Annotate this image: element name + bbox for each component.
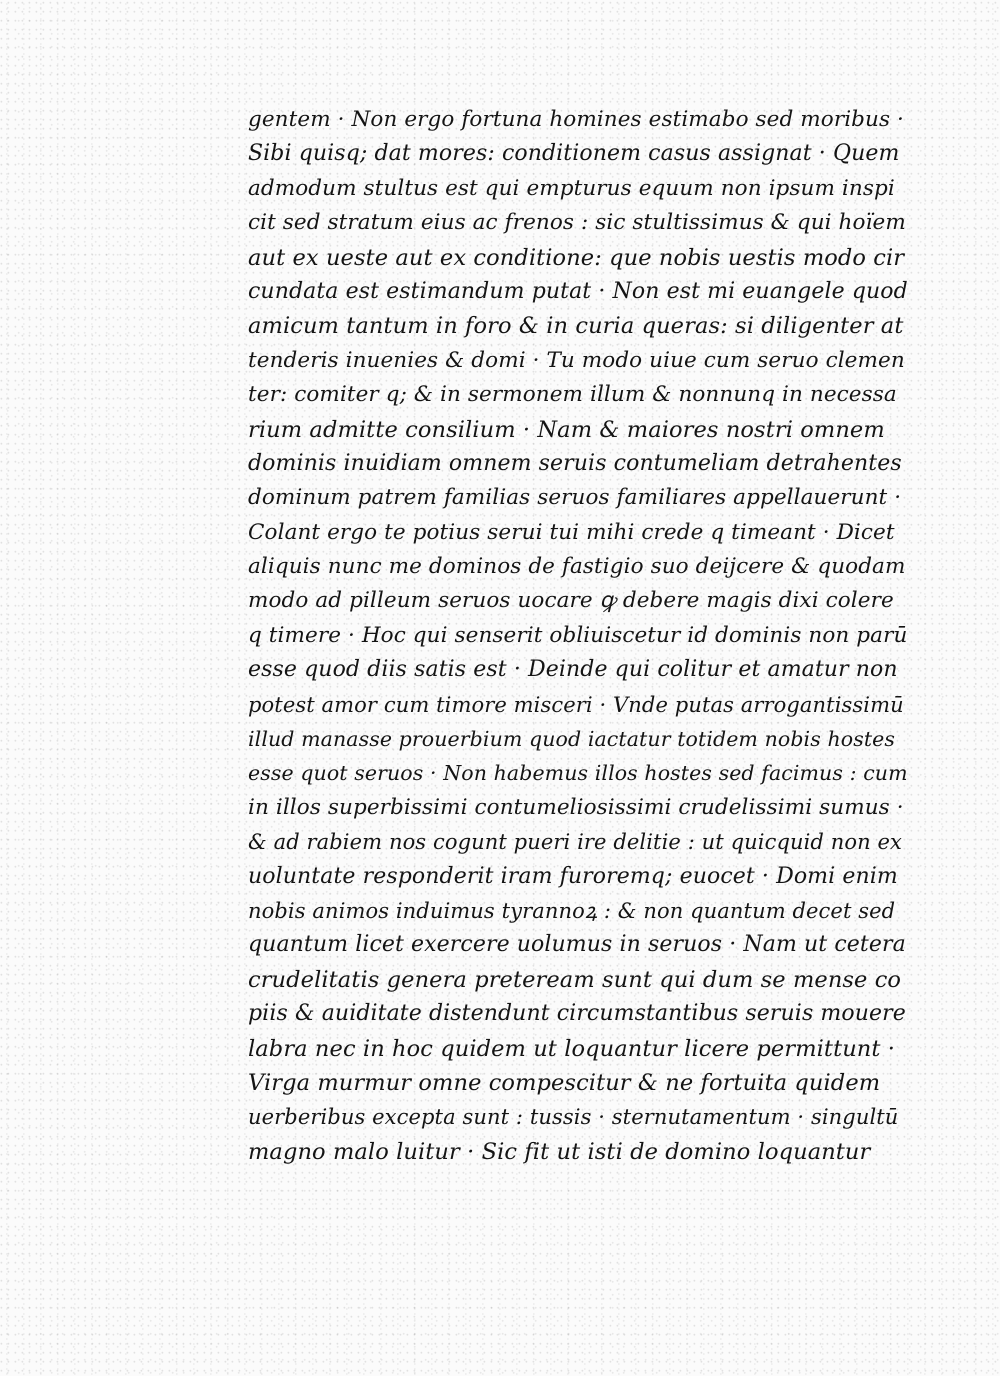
manuscript-line: amicum tantum in foro & in curia queras: si diligenter at — [248, 313, 904, 340]
manuscript-line: piis & auiditate distendunt circumstantibus seruis mouere — [248, 1001, 906, 1027]
manuscript-line: Sibi quisq; dat mores: conditionem casus assignat · Quem — [248, 141, 900, 167]
manuscript-line: tenderis inuenies & domi · Tu modo uiue cum seruo clemen — [248, 347, 905, 373]
manuscript-line: dominum patrem familias seruos familiares appellauerunt · — [248, 485, 902, 511]
manuscript-line: gentem · Non ergo fortuna homines estimabo sed moribus · — [248, 107, 904, 132]
manuscript-line: potest amor cum timore misceri · Vnde putas arrogantissimū — [248, 692, 904, 717]
manuscript-line: esse quot seruos · Non habemus illos hostes sed facimus : cum — [248, 761, 908, 786]
manuscript-line: Colant ergo te potius serui tui mihi crede q timeant · Dicet — [248, 519, 895, 545]
manuscript-line: Virga murmur omne compescitur & ne fortuita quidem — [248, 1069, 881, 1096]
manuscript-line: rium admitte consilium · Nam & maiores nostri omnem — [248, 416, 885, 443]
manuscript-line: labra nec in hoc quidem ut loquantur licere permittunt · — [248, 1035, 896, 1062]
manuscript-line: uoluntate responderit iram furoremq; euocet · Domi enim — [248, 863, 898, 889]
manuscript-line: magno malo luitur · Sic fit ut isti de domino loquantur — [248, 1138, 871, 1165]
manuscript-line: illud manasse prouerbium quod iactatur totidem nobis hostes — [248, 727, 896, 752]
manuscript-line: nobis animos induimus tyrannoꝝ : & non quantum decet sed — [248, 898, 896, 923]
manuscript-line: in illos superbissimi contumeliosissimi crudelissimi sumus · — [248, 794, 904, 820]
manuscript-line: aliquis nunc me dominos de fastigio suo deijcere & quodam — [248, 554, 906, 580]
manuscript-line: crudelitatis genera preteream sunt qui dum se mense co — [248, 966, 902, 993]
manuscript-line: cit sed stratum eius ac frenos : sic stultissimus & qui hoïem — [248, 210, 906, 236]
manuscript-line: modo ad pilleum seruos uocare ꝙ debere magis dixi colere — [248, 588, 894, 614]
manuscript-line: quantum licet exercere uolumus in seruos · Nam ut cetera — [248, 932, 906, 958]
manuscript-line: esse quod diis satis est · Deinde qui colitur et amatur non — [248, 657, 898, 683]
manuscript-line: & ad rabiem nos cogunt pueri ire delitie : ut quicquid non ex — [248, 830, 902, 855]
manuscript-line: ter: comiter q; & in sermonem illum & nonnunq in necessa — [248, 382, 897, 408]
manuscript-line: cundata est estimandum putat · Non est mi euangele quod — [248, 278, 908, 304]
manuscript-line: q timere · Hoc qui senserit obliuiscetur id dominis non parū — [248, 622, 908, 648]
manuscript-text-block — [248, 103, 908, 1169]
manuscript-line: uerberibus excepta sunt : tussis · sternutamentum · singultū — [248, 1105, 899, 1130]
manuscript-line: admodum stultus est qui empturus equum non ipsum inspi — [248, 175, 895, 201]
manuscript-line: aut ex ueste aut ex conditione: que nobis uestis modo cir — [248, 244, 905, 271]
manuscript-line: dominis inuidiam omnem seruis contumeliam detrahentes — [248, 450, 902, 476]
